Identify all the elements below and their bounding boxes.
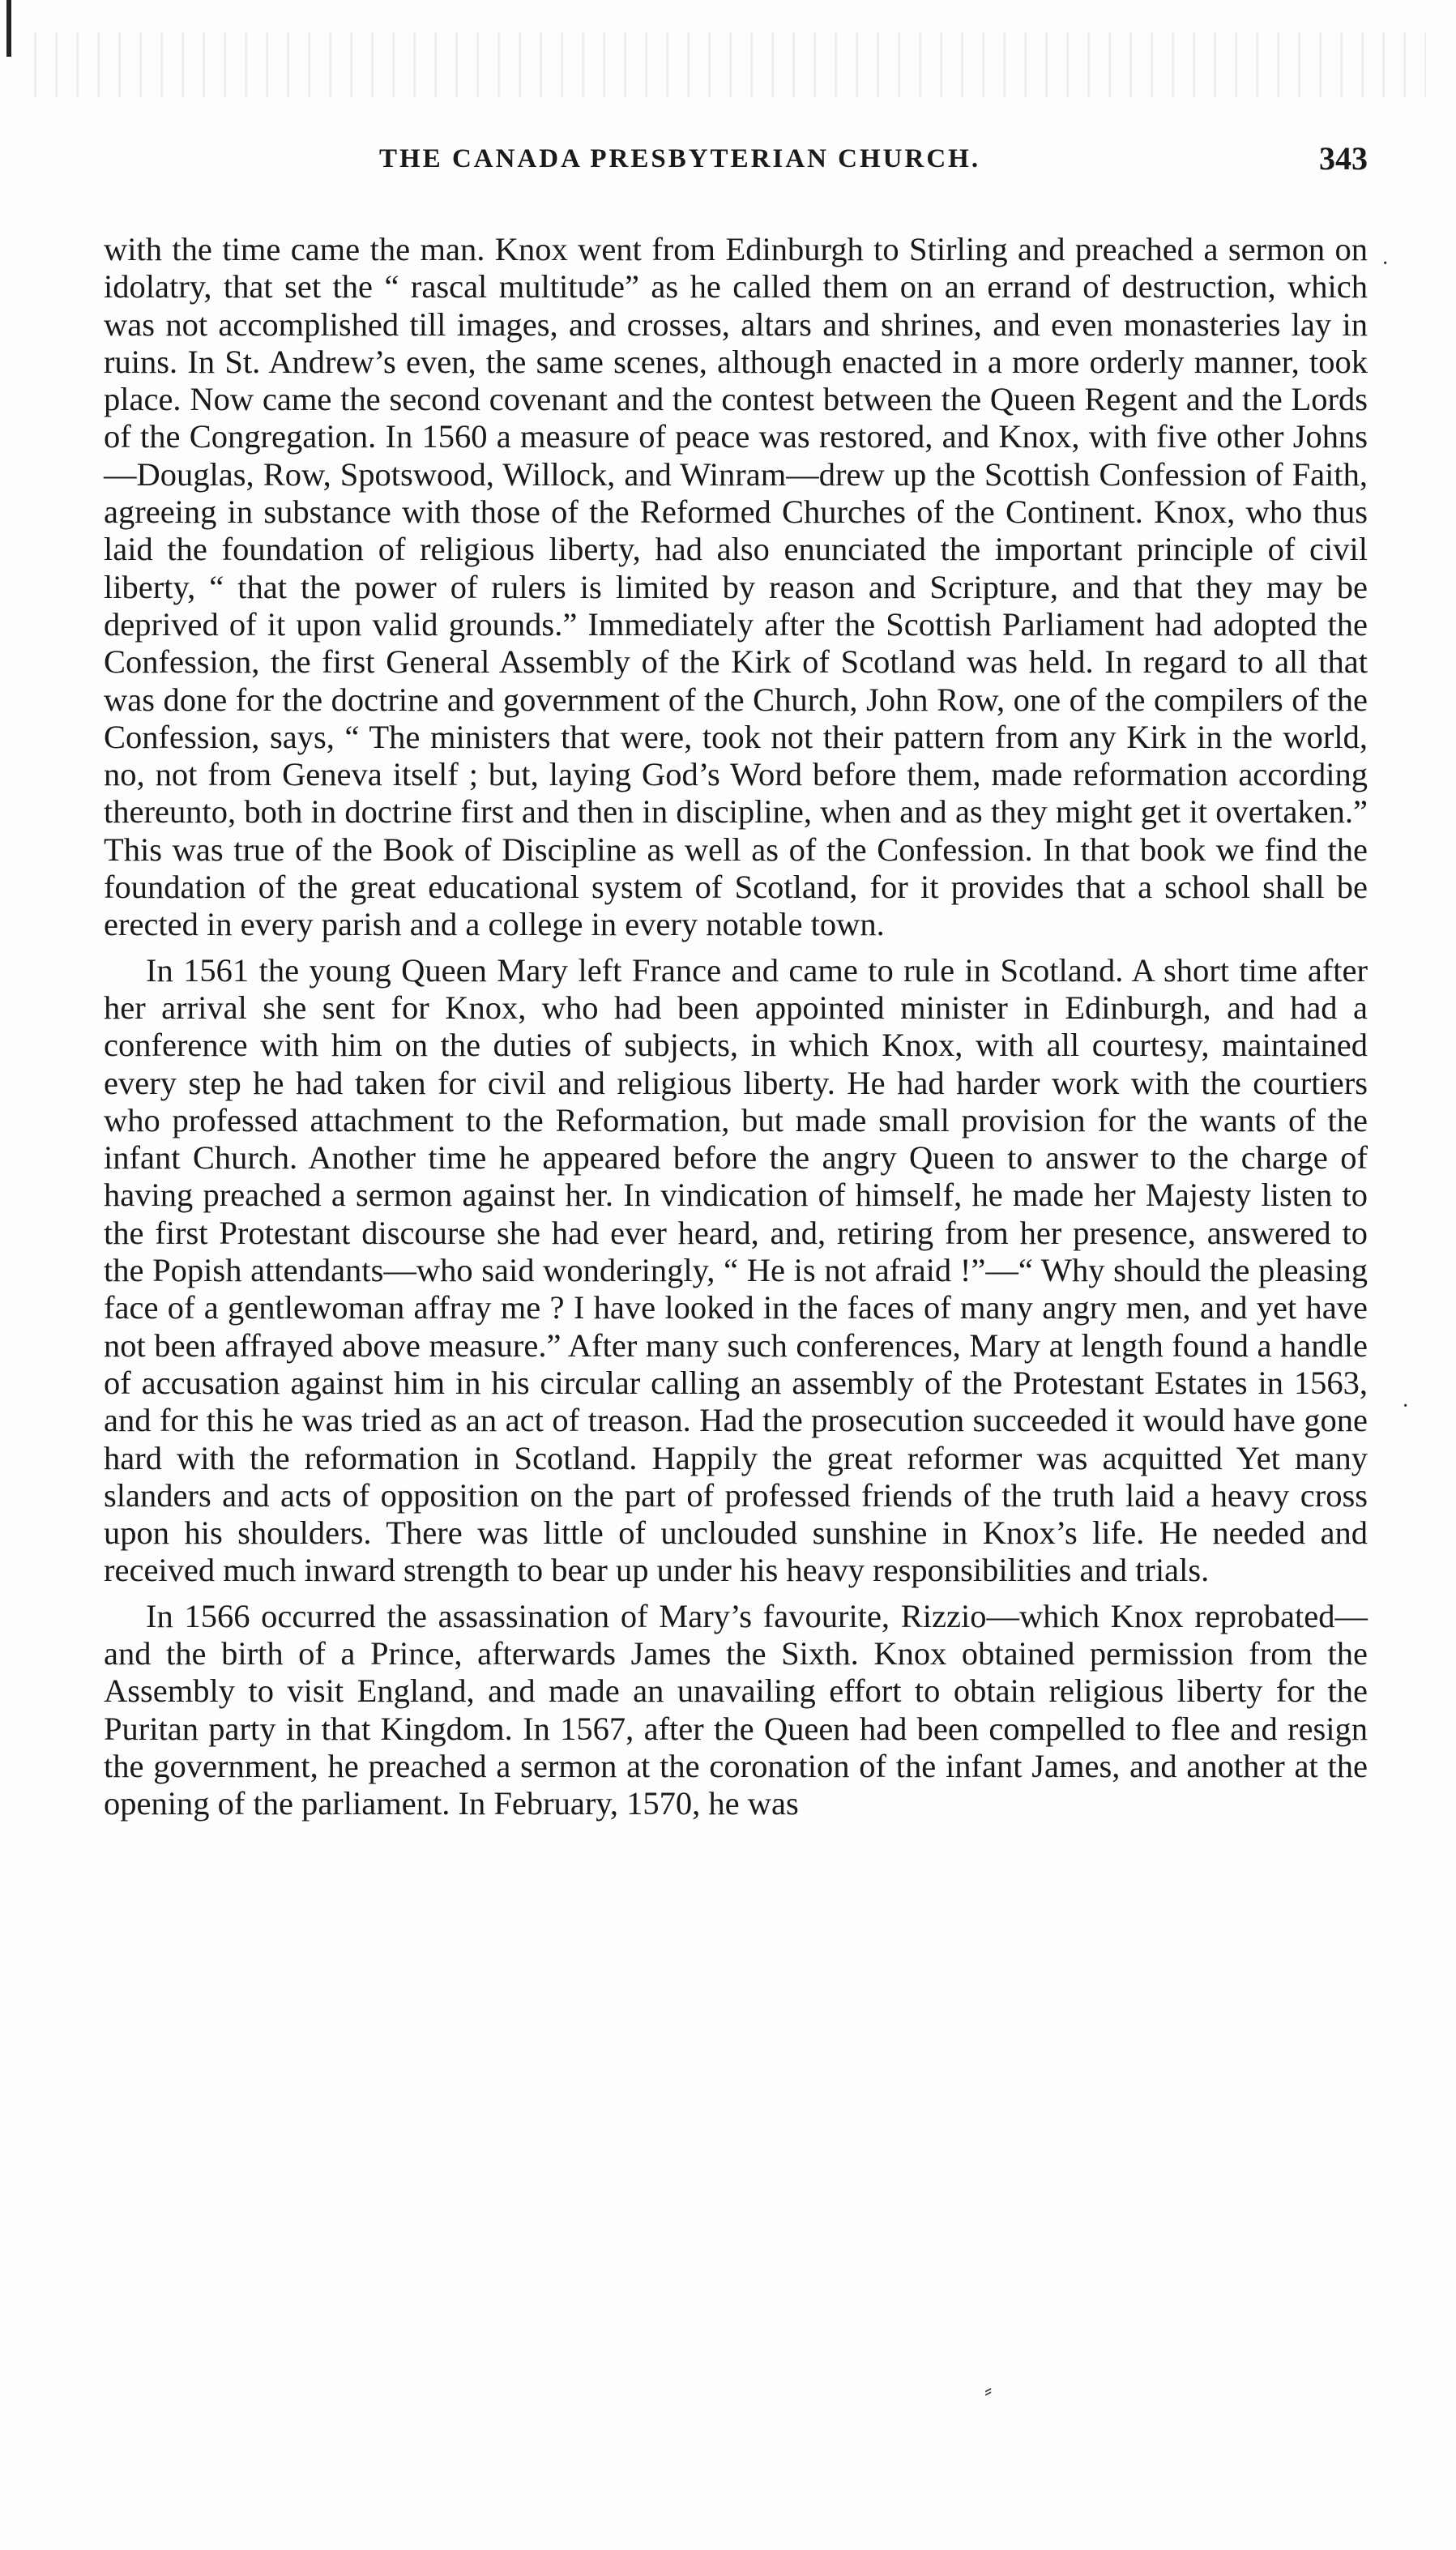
scan-noise-top xyxy=(16,32,1426,97)
page-header xyxy=(104,140,1368,193)
paragraph-2: In 1561 the young Queen Mary left France and came to rule in Scotland. A short time after her arrival she sent for Knox, who had been appointed minister in Edinburgh, and had a conference with him on the duties of subjects, in which Knox, with all courtesy, maintained every step he had taken for civil and religious liberty. He had harder work with the courtiers who professed attachment to the Reformation, but made small provision for the wants of the infant Church. Another time he appeared before the angry Queen to answer to the charge of having preached a sermon against her. In vindication of himself, he made her Majesty listen to the first Protestant discourse she had ever heard, and, retiring from her presence, answered to the Popish attendants—who said wonderingly, “ He is not afraid !”—“ Why should the pleasing face of a gentlewoman affray me ? I have looked in the faces of many angry men, and yet have not been affrayed above measure.” After many such conferences, Mary at length found a handle of accusation against him in his circular calling an assembly of the Protestant Estates in 1563, and for this he was tried as an act of treason. Had the prosecution succeeded it would have gone hard with the reformation in Scotland. Happily the great reformer was acquitted Yet many slanders and acts of opposition on the part of professed friends of the truth laid a heavy cross upon his shoulders. There was little of unclouded sunshine in Knox’s life. He needed and received much inward strength to bear up under his heavy responsibilities and trials. xyxy=(104,951,1368,1589)
paragraph-1: with the time came the man. Knox went from Edinburgh to Stirling and preached a sermon on idolatry, that set the “ rascal multitude” as he called them on an errand of destruction, which was not accomplished till images, and crosses, altars and shrines, and even monasteries lay in ruins. In St. Andrew’s even, the same scenes, although enacted in a more orderly manner, took place. Now came the second covenant and the contest between the Queen Regent and the Lords of the Congregation. In 1560 a measure of peace was restored, and Knox, with five other Johns—Douglas, Row, Spotswood, Willock, and Winram—drew up the Scottish Confession of Faith, agreeing in substance with those of the Reformed Churches of the Continent. Knox, who thus laid the foundation of religious liberty, had also enunciated the important principle of civil liberty, “ that the power of rulers is limited by reason and Scripture, and that they may be deprived of it upon valid grounds.” Immediately after the Scottish Parliament had adopted the Confession, the first General Assembly of the Kirk of Scotland was held. In regard to all that was done for the doctrine and government of the Church, John Row, one of the compilers of the Confession, says, “ The ministers that were, took not their pattern from any Kirk in the world, no, not from Geneva itself ; but, laying God’s Word before them, made reformation according thereunto, both in doctrine first and then in discipline, when and as they might get it overtaken.” This was true of the Book of Discipline as well as of the Confession. In that book we find the foundation of the great educational system of Scotland, for it provides that a school shall be erected in every parish and a college in every notable town. xyxy=(104,231,1368,943)
ink-speck: ⸗ xyxy=(984,2378,993,2403)
running-title: THE CANADA PRESBYTERIAN CHURCH. xyxy=(379,144,981,173)
scan-edge-mark xyxy=(6,0,11,57)
body-text xyxy=(104,231,1368,1830)
paragraph-3: In 1566 occurred the assassination of Mary’s favourite, Rizzio—which Knox reprobated—and the birth of a Prince, afterwards James the Sixth. Knox obtained permission from the Assembly to visit England, and made an unavailing effort to obtain religious liberty for the Puritan party in that Kingdom. In 1567, after the Queen had been compelled to flee and resign the government, he preached a sermon at the coronation of the infant James, and another at the opening of the parliament. In February, 1570, he was xyxy=(104,1597,1368,1822)
ink-speck: · xyxy=(1381,251,1390,276)
ink-speck: · xyxy=(1402,1394,1410,1419)
page-number: 343 xyxy=(1319,140,1368,177)
